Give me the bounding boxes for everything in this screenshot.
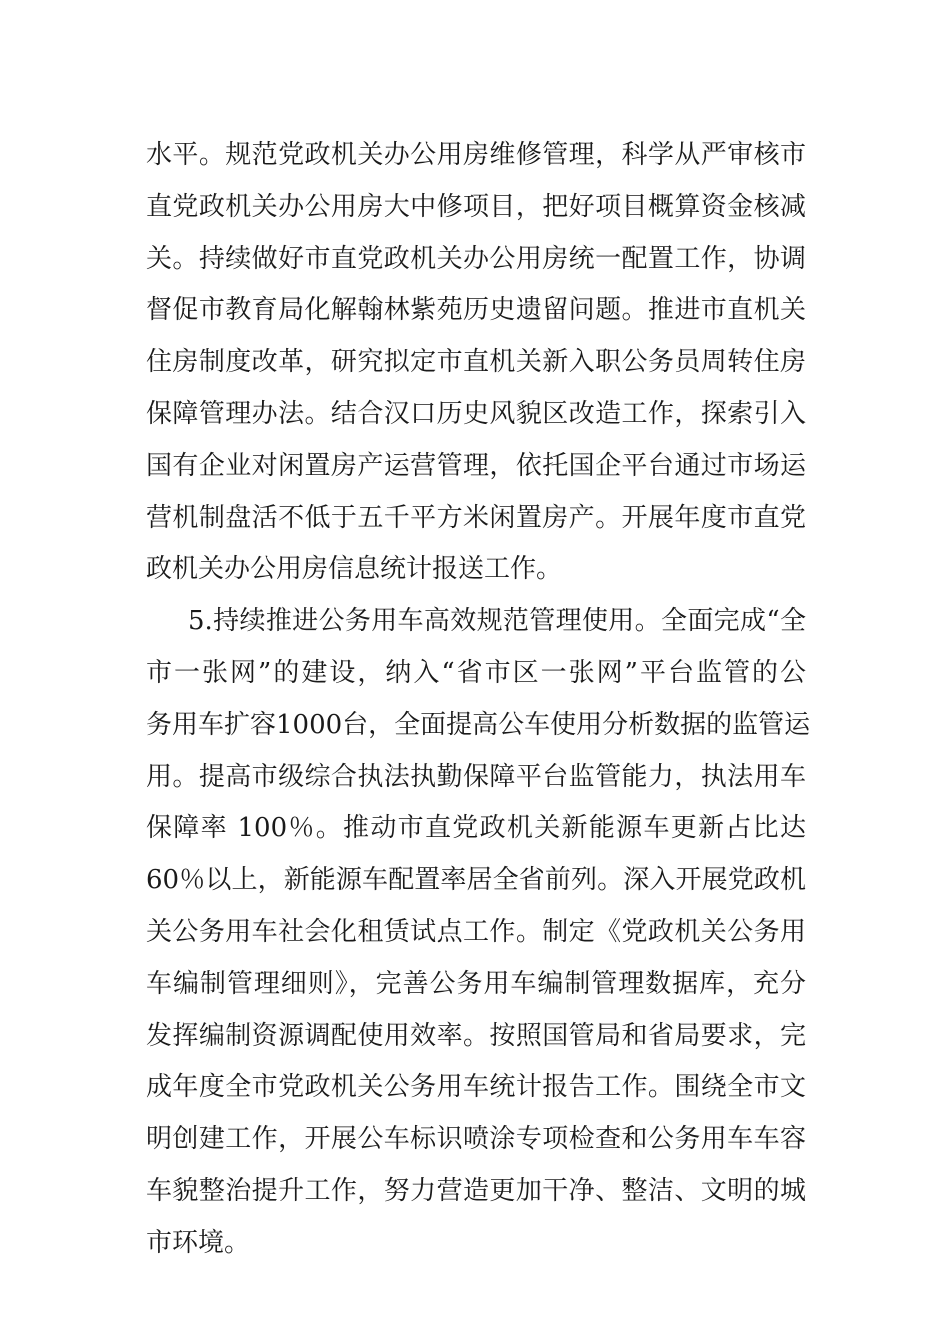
text-line: 政机关办公用房信息统计报送工作。 [146, 554, 563, 585]
document-body [146, 130, 811, 1270]
text-line: 市环境。 [146, 1227, 251, 1258]
text-line: 成年度全市党政机关公务用车统计报告工作。围绕全市文 [146, 1072, 806, 1103]
paragraph-official-vehicles [146, 596, 811, 1269]
text-line: 直党政机关办公用房大中修项目，把好项目概算资金核减 [146, 191, 806, 222]
text-line: 市一张网”的建设，纳入“省市区一张网”平台监管的公 [146, 657, 806, 688]
text-line: 国有企业对闲置房产运营管理，依托国企平台通过市场运 [146, 450, 806, 481]
text-line: 保障率 100％。推动市直党政机关新能源车更新占比达 [146, 813, 806, 844]
text-line: 关公务用车社会化租赁试点工作。制定《党政机关公务用 [146, 916, 806, 947]
text-line: 车编制管理细则》，完善公务用车编制管理数据库，充分 [146, 968, 806, 999]
paragraph-office-housing [146, 130, 806, 596]
text-line: 车貌整治提升工作，努力营造更加干净、整洁、文明的城 [146, 1175, 806, 1206]
text-line: 督促市教育局化解翰林紫苑历史遗留问题。推进市直机关 [146, 295, 806, 326]
text-line: 5.持续推进公务用车高效规范管理使用。全面完成“全 [188, 606, 806, 637]
text-line: 水平。规范党政机关办公用房维修管理，科学从严审核市 [146, 140, 806, 170]
text-line: 发挥编制资源调配使用效率。按照国管局和省局要求，完 [146, 1020, 806, 1051]
text-line: 明创建工作，开展公车标识喷涂专项检查和公务用车车容 [146, 1124, 806, 1155]
text-line: 务用车扩容1000台，全面提高公车使用分析数据的监管运 [146, 709, 811, 740]
text-line: 60％以上，新能源车配置率居全省前列。深入开展党政机 [146, 865, 806, 896]
text-line: 营机制盘活不低于五千平方米闲置房产。开展年度市直党 [146, 502, 806, 533]
text-line: 用。提高市级综合执法执勤保障平台监管能力，执法用车 [146, 761, 806, 792]
text-line: 保障管理办法。结合汉口历史风貌区改造工作，探索引入 [146, 398, 806, 429]
text-line: 关。持续做好市直党政机关办公用房统一配置工作，协调 [146, 243, 806, 274]
text-line: 住房制度改革，研究拟定市直机关新入职公务员周转住房 [146, 347, 806, 378]
